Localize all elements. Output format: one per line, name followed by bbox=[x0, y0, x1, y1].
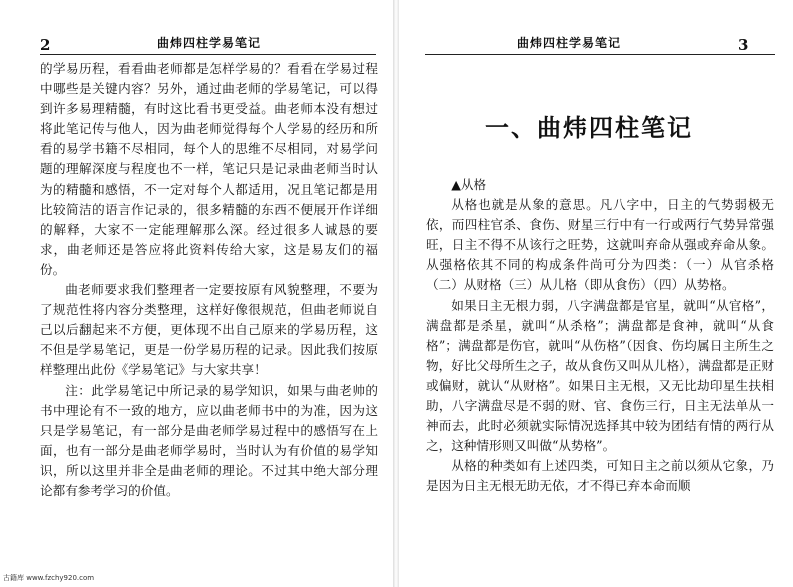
header-rule-right bbox=[425, 54, 775, 55]
section-heading: ▲从格 bbox=[451, 177, 487, 192]
running-head-right: 曲炜四柱学易笔记 bbox=[517, 36, 622, 50]
running-head-left: 曲炜四柱学易笔记 bbox=[157, 36, 262, 50]
paragraph: 如果日主无根力弱，八字满盘都是官星，就叫“从官格”，满盘都是杀星，就叫“从杀格”；满盘都是食神，就叫“从食格”；满盘都是伤官，就叫“从伤格”（因食、伤均属日主所生之物，好比父母所生之子，故从食伤又叫从儿格），满盘都是正财或偏财，就认“从财格”。如果日主无根，又无比劫印星生扶相助，八字满盘尽是不弱的财、官、食伤三行，日主无法单从一神而去，此时必须就实际情况选择其中较为团结有情的两行从之，这种情形则又叫做“从势格”。 bbox=[426, 297, 774, 454]
book-gutter bbox=[393, 0, 399, 587]
paragraph: 的学易历程，看看曲老师都是怎样学易的？看看在学易过程中哪些是关键内容？另外，通过曲老师的学易笔记，可以得到许多易理精髓，有时这比看书更受益。曲老师本没有想过将此笔记传与他人，因为曲老师觉得每个人学易的经历和所看的易学书籍不尽相同，每个人的思维不尽相同，对易学问题的理解深度与程度也不一样，笔记只是记录曲老师当时认为的精髓和感悟，不一定对每个人都适用，况且笔记都是用比较简洁的语言作记录的，很多精髓的东西不便展开作详细的解释，大家不一定能理解那么深。经过很多人诚恳的要求，曲老师还是答应将此资料传给大家，这是易友们的福份。 bbox=[40, 61, 378, 277]
right-page-body bbox=[426, 175, 774, 497]
page-number-right: 3 bbox=[738, 36, 749, 54]
chapter-title: 一、曲炜四柱笔记 bbox=[485, 114, 693, 142]
paragraph: 曲老师要求我们整理者一定要按原有风貌整理，不要为了规范性将内容分类整理，这样好像很规范，但曲老师说自己以后翻起来不方便，更体现不出自己原来的学易历程，这不但是学易笔记，更是一份学易历程的记录。因此我们按原样整理出此份《学易笔记》与大家共享！ bbox=[40, 282, 378, 378]
left-page-body bbox=[40, 59, 378, 501]
paragraph: 从格也就是从象的意思。凡八字中，日主的气势弱极无依，而四柱官杀、食伤、财星三行中有一行或两行气势异常强旺，日主不得不从该行之旺势，这就叫弃命从强或弃命从象。从强格依其不同的构成条件尚可分为四类：（一）从官杀格（二）从财格（三）从儿格（即从食伤）（四）从势格。 bbox=[426, 197, 774, 293]
source-watermark: 古籍库 www.fzchy920.com bbox=[3, 574, 95, 582]
paragraph: 从格的种类如有上述四类，可知日主之前以须从它象，乃是因为日主无根无助无依，才不得已弃本命而顺 bbox=[426, 458, 774, 494]
paragraph: 注：此学易笔记中所记录的易学知识，如果与曲老帅的书中理论有不一致的地方，应以曲老师书中的为准，因为这只是学易笔记，有一部分是曲老师学易过程中的感悟写在上面，也有一部分是曲老师学易时，当时认为有价值的易学知识，所以这里并非全是曲老师的理论。不过其中绝大部分理论都有参考学习的价值。 bbox=[40, 382, 378, 498]
header-rule-left bbox=[40, 54, 376, 55]
page-number-left: 2 bbox=[40, 36, 51, 54]
